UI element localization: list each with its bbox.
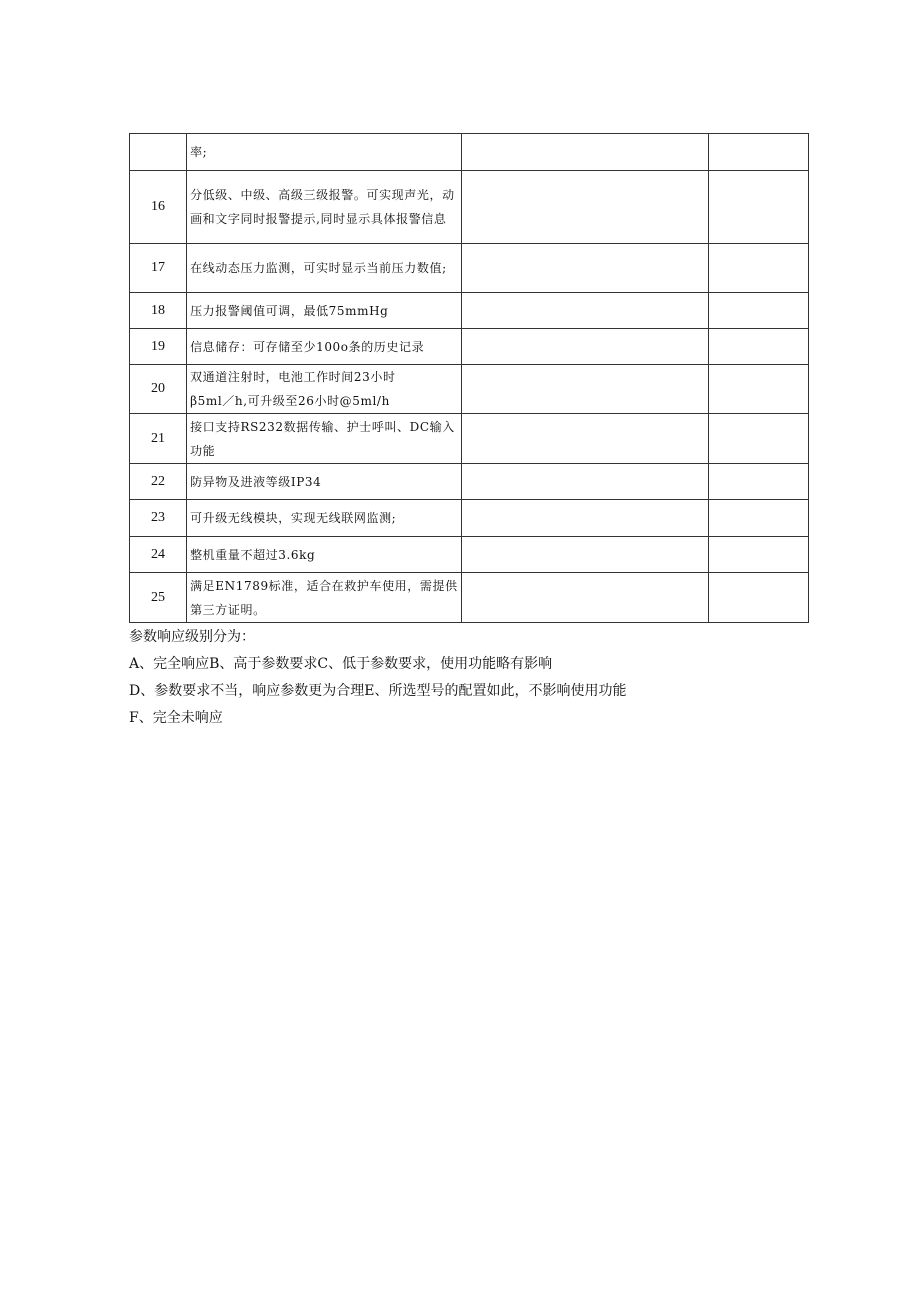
requirement-text: 可升级无线模块，实现无线联网监测;: [190, 511, 397, 525]
requirement-cell: [187, 365, 462, 414]
response-cell: [462, 329, 708, 365]
requirement-text: 画和文字同时报警提示,同时显示具体报警信息: [190, 212, 447, 226]
requirement-text: 分低级、中级、高级三级报警。可实现声光，动: [190, 188, 455, 202]
response-cell: [462, 414, 708, 464]
item-number: 24: [130, 537, 187, 573]
table-row: [130, 464, 809, 500]
requirement-text: 压力报警阈值可调，最低75mmHg: [190, 303, 389, 318]
item-number: 17: [130, 244, 187, 293]
requirement-text: 率;: [190, 145, 208, 159]
requirement-text: 第三方证明。: [190, 602, 266, 617]
requirement-text: 在线动态压力监测，可实时显示当前压力数值;: [190, 261, 447, 275]
item-number: 23: [130, 500, 187, 537]
item-number: 22: [130, 464, 187, 500]
requirement-cell: [187, 134, 462, 171]
item-number: 19: [130, 329, 187, 365]
note-cell: [708, 365, 808, 414]
table-row: [130, 573, 809, 623]
note-cell: [708, 573, 808, 623]
response-cell: [462, 244, 708, 293]
requirement-text: 满足EN1789标准，适合在救护车使用，需提供: [190, 578, 458, 593]
requirement-cell: [187, 414, 462, 464]
note-cell: [708, 244, 808, 293]
table-row: [130, 500, 809, 537]
item-number: 20: [130, 365, 187, 414]
table-row: [130, 293, 809, 329]
response-cell: [462, 365, 708, 414]
note-cell: [708, 293, 808, 329]
item-number: [130, 134, 187, 171]
table-row: [130, 244, 809, 293]
item-number: 21: [130, 414, 187, 464]
item-number: 25: [130, 573, 187, 623]
response-cell: [462, 500, 708, 537]
table-row: [130, 329, 809, 365]
requirement-text: 整机重量不超过3.6kg: [190, 547, 316, 562]
note-cell: [708, 171, 808, 244]
note-cell: [708, 134, 808, 171]
response-cell: [462, 537, 708, 573]
requirement-cell: [187, 464, 462, 500]
requirement-cell: [187, 500, 462, 537]
requirement-cell: [187, 293, 462, 329]
requirement-text: β5ml／h,可升级至26小时@5ml/h: [190, 394, 390, 408]
requirement-text: 防异物及进液等级IP34: [190, 474, 322, 489]
table-row: [130, 134, 809, 171]
response-cell: [462, 134, 708, 171]
requirement-text: 双通道注射时，电池工作时间23小时: [190, 370, 396, 384]
notes-line: A、完全响应B、高于参数要求C、低于参数要求，使用功能略有影响: [129, 656, 553, 672]
requirement-text: 接口支持RS232数据传输、护士呼叫、DC输入: [190, 419, 455, 434]
requirement-text: 信息储存：可存储至少100o条的历史记录: [190, 339, 425, 354]
response-cell: [462, 464, 708, 500]
response-level-notes: [129, 624, 829, 732]
item-number: 16: [130, 171, 187, 244]
spec-table: [129, 133, 809, 623]
response-cell: [462, 293, 708, 329]
requirement-cell: [187, 537, 462, 573]
table-row: [130, 171, 809, 244]
note-cell: [708, 414, 808, 464]
notes-line: D、参数要求不当，响应参数更为合理E、所选型号的配置如此，不影响使用功能: [129, 683, 627, 699]
requirement-text: 功能: [190, 443, 216, 458]
note-cell: [708, 500, 808, 537]
note-cell: [708, 537, 808, 573]
spec-table-body: [130, 134, 809, 623]
table-row: [130, 365, 809, 414]
item-number: 18: [130, 293, 187, 329]
requirement-cell: [187, 244, 462, 293]
requirement-cell: [187, 329, 462, 365]
table-row: [130, 537, 809, 573]
note-cell: [708, 329, 808, 365]
requirement-cell: [187, 573, 462, 623]
requirement-cell: [187, 171, 462, 244]
note-cell: [708, 464, 808, 500]
response-cell: [462, 171, 708, 244]
table-row: [130, 414, 809, 464]
notes-title: 参数响应级别分为：: [129, 629, 255, 645]
response-cell: [462, 573, 708, 623]
notes-line: F、完全未响应: [129, 710, 223, 726]
